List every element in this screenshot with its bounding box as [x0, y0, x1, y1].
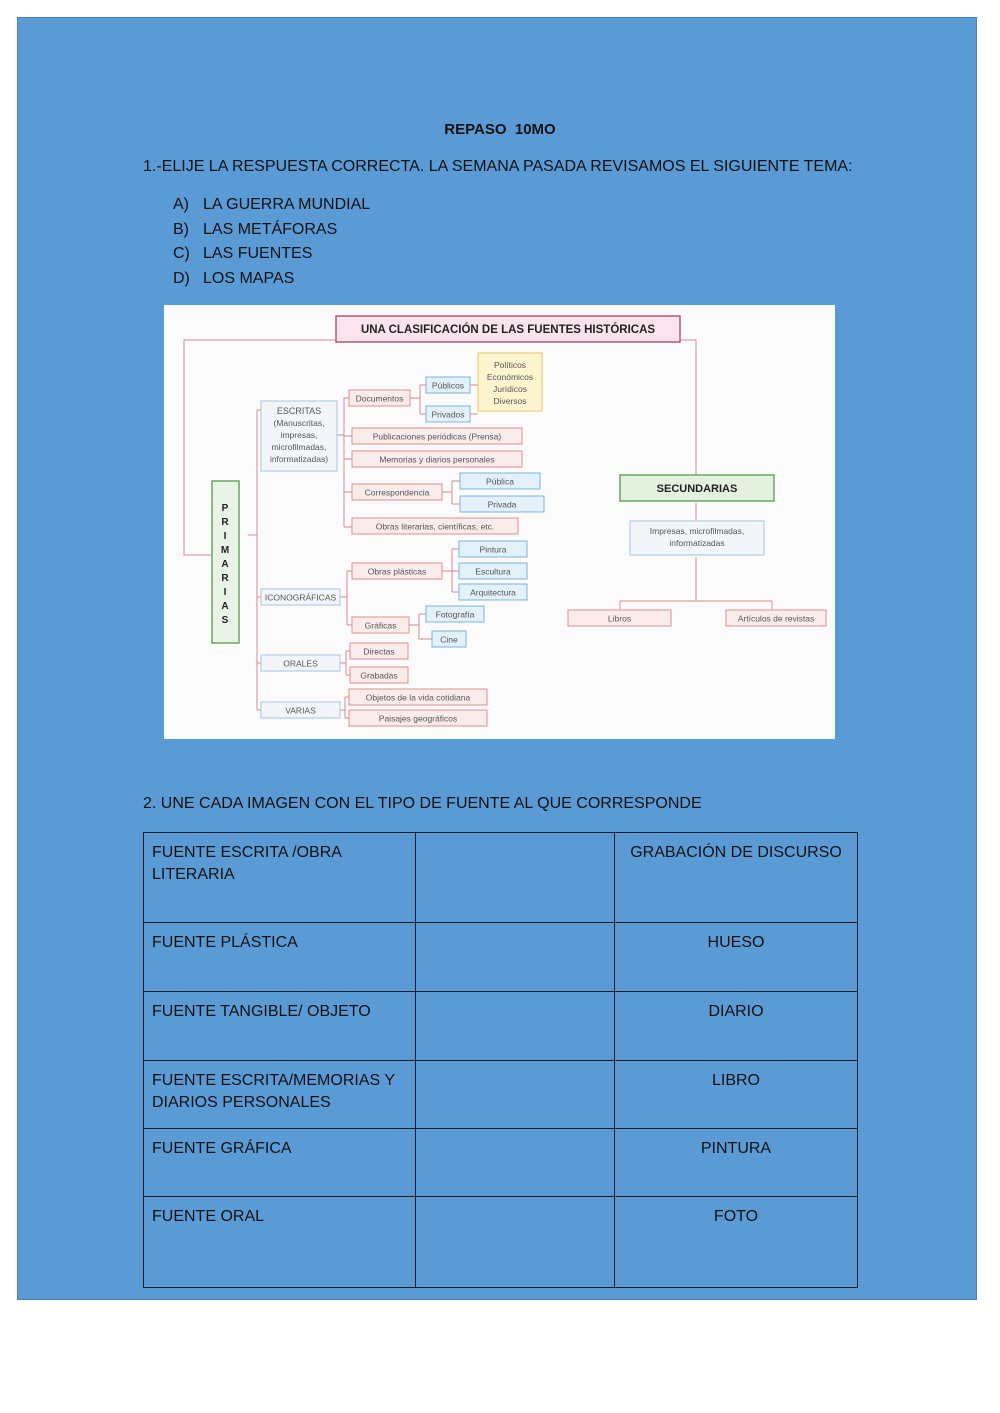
source-type-cell: FUENTE ESCRITA/MEMORIAS Y DIARIOS PERSONALES [144, 1061, 416, 1129]
sources-diagram [164, 305, 835, 739]
table-row [144, 833, 858, 923]
privados-label: Privados [431, 409, 465, 420]
match-answer-cell[interactable] [416, 833, 615, 923]
match-answer-cell[interactable] [416, 1061, 615, 1129]
primarias-letter: S [221, 615, 229, 626]
option-text: LAS FUENTES [203, 245, 313, 262]
articulos-label: Artículos de revistas [737, 613, 815, 624]
match-answer-cell[interactable] [416, 923, 615, 992]
option-letter: A) [173, 196, 189, 213]
primarias-letter: M [220, 545, 230, 556]
varias-label: VARIAS [285, 705, 316, 716]
sources-diagram-svg [164, 305, 835, 739]
publica-label: Pública [486, 476, 514, 487]
primarias-letter: R [221, 573, 229, 584]
match-answer-cell[interactable] [416, 1129, 615, 1197]
option-letter: C) [173, 245, 190, 262]
option-c[interactable] [173, 244, 370, 269]
match-answer-cell[interactable] [416, 992, 615, 1061]
orales-label: ORALES [283, 658, 318, 669]
example-cell: FOTO [615, 1197, 858, 1288]
primarias-letter: P [221, 503, 229, 514]
graficas-label: Gráficas [364, 620, 397, 631]
escritas-line: ESCRITAS [276, 406, 322, 416]
escritas-line: microfilmadas, [271, 442, 327, 452]
match-answer-cell[interactable] [416, 1197, 615, 1288]
cine-label: Cine [440, 634, 458, 645]
primarias-letters [221, 503, 230, 626]
obras-plasticas-label: Obras plásticas [367, 566, 427, 577]
objetos-label: Objetos de la vida cotidiana [365, 692, 471, 703]
example-cell: DIARIO [615, 992, 858, 1061]
option-text: LA GUERRA MUNDIAL [203, 196, 371, 213]
matching-table [143, 832, 858, 1288]
documentos-label: Documentos [355, 393, 404, 404]
libros-label: Libros [607, 613, 632, 624]
diagram-title: UNA CLASIFICACIÓN DE LAS FUENTES HISTÓRICAS [360, 324, 656, 336]
table-row [144, 923, 858, 992]
fotografia-label: Fotografía [435, 609, 475, 620]
option-letter: D) [173, 269, 190, 287]
table-row [144, 992, 858, 1061]
option-text: LOS MAPAS [203, 269, 295, 287]
source-type-cell: FUENTE ORAL [144, 1197, 416, 1288]
escritas-line: informatizadas) [269, 454, 329, 464]
worksheet-title: REPASO 10MO [444, 121, 556, 138]
option-b[interactable] [173, 220, 370, 245]
example-cell: HUESO [615, 923, 858, 992]
pintura-label: Pintura [479, 544, 507, 555]
example-cell: PINTURA [615, 1129, 858, 1197]
source-type-cell: FUENTE ESCRITA /OBRA LITERARIA [144, 833, 416, 923]
publicos-label: Públicos [431, 380, 465, 391]
paisajes-label: Paisajes geográficos [378, 713, 458, 724]
source-type-cell: FUENTE GRÁFICA [144, 1129, 416, 1197]
primarias-letter: R [221, 517, 229, 528]
privada-label: Privada [487, 499, 517, 510]
primarias-letter: I [223, 587, 227, 598]
question-1-prompt: 1.-ELIJE LA RESPUESTA CORRECTA. LA SEMANA PASADA REVISAMOS EL SIGUIENTE TEMA: [143, 158, 853, 175]
doc-type: Diversos [493, 396, 527, 406]
sec-desc-line: informatizadas [669, 538, 725, 548]
arquitectura-label: Arquitectura [470, 587, 516, 598]
memorias-label: Memorias y diarios personales [379, 454, 495, 465]
secundarias-label: SECUNDARIAS [656, 483, 738, 495]
primarias-letter: A [221, 601, 229, 612]
doc-type: Jurídicos [492, 384, 528, 394]
option-a[interactable] [173, 195, 370, 220]
example-cell: GRABACIÓN DE DISCURSO [615, 833, 858, 923]
table-row [144, 1129, 858, 1197]
source-type-cell: FUENTE PLÁSTICA [144, 923, 416, 992]
grabadas-label: Grabadas [360, 670, 398, 681]
directas-label: Directas [363, 646, 395, 657]
sec-desc-line: Impresas, microfilmadas, [649, 526, 745, 536]
answer-options [173, 195, 370, 293]
source-type-cell: FUENTE TANGIBLE/ OBJETO [144, 992, 416, 1061]
publicaciones-label: Publicaciones periódicas (Prensa) [372, 431, 502, 442]
option-d[interactable] [173, 269, 370, 294]
doc-type: Políticos [493, 360, 527, 370]
table-row [144, 1197, 858, 1288]
question-2-prompt: 2. UNE CADA IMAGEN CON EL TIPO DE FUENTE AL QUE CORRESPONDE [143, 795, 702, 812]
primarias-letter: A [221, 559, 229, 570]
option-text: LAS METÁFORAS [203, 220, 338, 238]
example-cell: LIBRO [615, 1061, 858, 1129]
table-row [144, 1061, 858, 1129]
escultura-label: Escultura [475, 566, 511, 577]
escritas-line: (Manuscritas, [273, 418, 325, 428]
primarias-letter: I [223, 531, 227, 542]
iconograficas-label: ICONOGRÁFICAS [264, 592, 337, 603]
obras-literarias-label: Obras literarias, científicas, etc. [375, 521, 495, 532]
doc-type: Económicos [486, 372, 534, 382]
correspondencia-label: Correspondencia [364, 487, 430, 498]
escritas-line: impresas, [280, 430, 318, 440]
option-letter: B) [173, 220, 189, 238]
